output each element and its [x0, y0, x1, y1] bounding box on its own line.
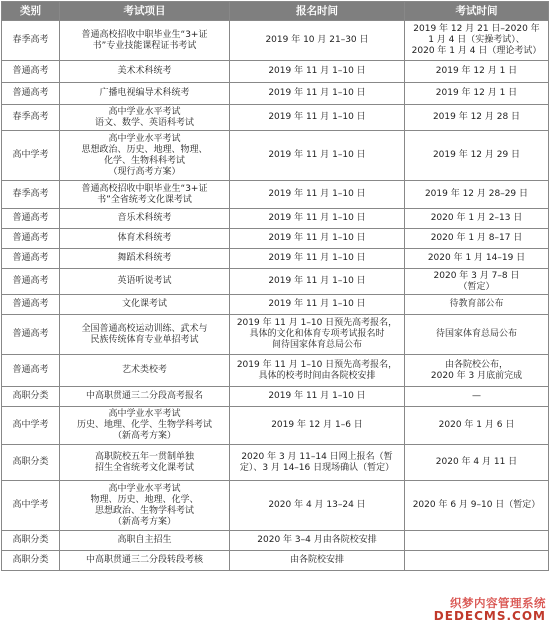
cell-exam-time: 2020 年 4 月 11 日	[405, 445, 549, 481]
cell-exam-time: 2019 年 12 月 28–29 日	[405, 181, 549, 209]
cell-register-time: 2019 年 11 月 1–10 日	[230, 131, 405, 181]
exam-schedule-table	[1, 1, 549, 571]
table-row	[2, 61, 549, 83]
cell-exam-time: 2019 年 12 月 1 日	[405, 61, 549, 83]
header-register-time: 报名时间	[230, 2, 405, 21]
cell-item: 音乐术科统考	[60, 209, 230, 229]
cell-register-time: 2019 年 10 月 21–30 日	[230, 21, 405, 61]
cell-exam-time: 2019 年 12 月 21 日–2020 年 1 月 4 日（实操考试）、 2020 年 1 月 4 日（理论考试）	[405, 21, 549, 61]
cell-category: 普通高考	[2, 315, 60, 355]
cell-category: 高职分类	[2, 531, 60, 551]
header-exam-time: 考试时间	[405, 2, 549, 21]
table-row	[2, 209, 549, 229]
watermark-line2: DEDECMS.COM	[433, 609, 546, 623]
cell-item: 高中学业水平考试 历史、地理、化学、生物学科考试 （新高考方案）	[60, 407, 230, 445]
cell-exam-time: 待教育部公布	[405, 295, 549, 315]
cell-register-time: 2020 年 3–4 月由各院校安排	[230, 531, 405, 551]
table-row	[2, 481, 549, 531]
cell-category: 普通高考	[2, 269, 60, 295]
cell-exam-time: 2020 年 1 月 14–19 日	[405, 249, 549, 269]
cell-exam-time: 2020 年 1 月 2–13 日	[405, 209, 549, 229]
cell-item: 广播电视编导术科统考	[60, 83, 230, 105]
table-row	[2, 295, 549, 315]
table-row	[2, 131, 549, 181]
cell-item: 艺术类校考	[60, 355, 230, 387]
cell-register-time: 2019 年 11 月 1–10 日	[230, 229, 405, 249]
cell-register-time: 2019 年 11 月 1–10 日	[230, 209, 405, 229]
cell-item: 中高职贯通三二分段转段考核	[60, 551, 230, 571]
cell-item: 体育术科统考	[60, 229, 230, 249]
cell-register-time: 2019 年 11 月 1–10 日	[230, 269, 405, 295]
cell-category: 春季高考	[2, 105, 60, 131]
cell-exam-time	[405, 551, 549, 571]
cell-register-time: 2019 年 11 月 1–10 日预先高考报名， 具体的文化和体育专项考试报名时 间待国家体育总局公布	[230, 315, 405, 355]
cell-exam-time: 2020 年 3 月 7–8 日 （暂定）	[405, 269, 549, 295]
table-row	[2, 551, 549, 571]
table-row	[2, 315, 549, 355]
cell-exam-time: 2020 年 1 月 6 日	[405, 407, 549, 445]
cell-register-time: 2020 年 4 月 13–24 日	[230, 481, 405, 531]
cell-item: 美术术科统考	[60, 61, 230, 83]
cell-register-time: 2019 年 11 月 1–10 日	[230, 249, 405, 269]
cell-register-time: 2019 年 11 月 1–10 日	[230, 295, 405, 315]
cell-item: 高职院校五年一贯制单独 招生全省统考文化课考试	[60, 445, 230, 481]
cell-register-time: 2019 年 11 月 1–10 日	[230, 105, 405, 131]
cell-register-time: 2019 年 11 月 1–10 日	[230, 83, 405, 105]
cell-category: 普通高考	[2, 61, 60, 83]
cell-category: 普通高考	[2, 249, 60, 269]
table-header-row	[2, 2, 549, 21]
cell-category: 普通高考	[2, 295, 60, 315]
cell-category: 春季高考	[2, 21, 60, 61]
cell-category: 普通高考	[2, 355, 60, 387]
cell-exam-time: 待国家体育总局公布	[405, 315, 549, 355]
cell-exam-time	[405, 531, 549, 551]
cell-category: 高中学考	[2, 481, 60, 531]
cell-category: 高职分类	[2, 445, 60, 481]
cell-item: 普通高校招收中职毕业生“3+证 书”全省统考文化课考试	[60, 181, 230, 209]
header-category: 类别	[2, 2, 60, 21]
table-row	[2, 531, 549, 551]
cell-category: 高职分类	[2, 387, 60, 407]
table-row	[2, 355, 549, 387]
cell-exam-time: 2019 年 12 月 29 日	[405, 131, 549, 181]
cell-register-time: 2019 年 11 月 1–10 日	[230, 387, 405, 407]
cell-item: 高中学业水平考试 语文、数学、英语科考试	[60, 105, 230, 131]
cell-category: 高中学考	[2, 131, 60, 181]
table-row	[2, 21, 549, 61]
cell-item: 全国普通高校运动训练、武术与 民族传统体育专业单招考试	[60, 315, 230, 355]
cell-exam-time: 2020 年 1 月 8–17 日	[405, 229, 549, 249]
cell-category: 高职分类	[2, 551, 60, 571]
table-row	[2, 407, 549, 445]
table-row	[2, 387, 549, 407]
cell-item: 文化课考试	[60, 295, 230, 315]
cell-register-time: 2019 年 11 月 1–10 日预先高考报名， 具体的校考时间由各院校安排	[230, 355, 405, 387]
cell-category: 普通高考	[2, 209, 60, 229]
cell-item: 舞蹈术科统考	[60, 249, 230, 269]
watermark-logo	[434, 597, 546, 623]
cell-item: 英语听说考试	[60, 269, 230, 295]
table-row	[2, 181, 549, 209]
cell-exam-time: —	[405, 387, 549, 407]
cell-register-time: 2020 年 3 月 11–14 日网上报名（暂 定）、3 月 14–16 日现场确认（暂定）	[230, 445, 405, 481]
cell-exam-time: 2019 年 12 月 1 日	[405, 83, 549, 105]
cell-item: 高中学业水平考试 物理、历史、地理、化学、 思想政治、生物学科考试 （新高考方案）	[60, 481, 230, 531]
table-row	[2, 249, 549, 269]
cell-register-time: 2019 年 11 月 1–10 日	[230, 61, 405, 83]
cell-category: 高中学考	[2, 407, 60, 445]
cell-category: 普通高考	[2, 229, 60, 249]
table-row	[2, 269, 549, 295]
cell-exam-time: 2019 年 12 月 28 日	[405, 105, 549, 131]
cell-register-time: 2019 年 11 月 1–10 日	[230, 181, 405, 209]
cell-item: 高职自主招生	[60, 531, 230, 551]
table-row	[2, 229, 549, 249]
table-row	[2, 105, 549, 131]
cell-item: 普通高校招收中职毕业生“3+证 书”专业技能课程证书考试	[60, 21, 230, 61]
cell-register-time: 2019 年 12 月 1–6 日	[230, 407, 405, 445]
table-row	[2, 83, 549, 105]
cell-item: 中高职贯通三二分段高考报名	[60, 387, 230, 407]
watermark-line1: 织梦内容管理系统	[450, 596, 546, 610]
cell-register-time: 由各院校安排	[230, 551, 405, 571]
cell-category: 春季高考	[2, 181, 60, 209]
header-item: 考试项目	[60, 2, 230, 21]
cell-category: 普通高考	[2, 83, 60, 105]
table-row	[2, 445, 549, 481]
cell-item: 高中学业水平考试 思想政治、历史、地理、物理、 化学、生物科科考试 （现行高考方案）	[60, 131, 230, 181]
cell-exam-time: 由各院校公布， 2020 年 3 月底前完成	[405, 355, 549, 387]
cell-exam-time: 2020 年 6 月 9–10 日（暂定）	[405, 481, 549, 531]
